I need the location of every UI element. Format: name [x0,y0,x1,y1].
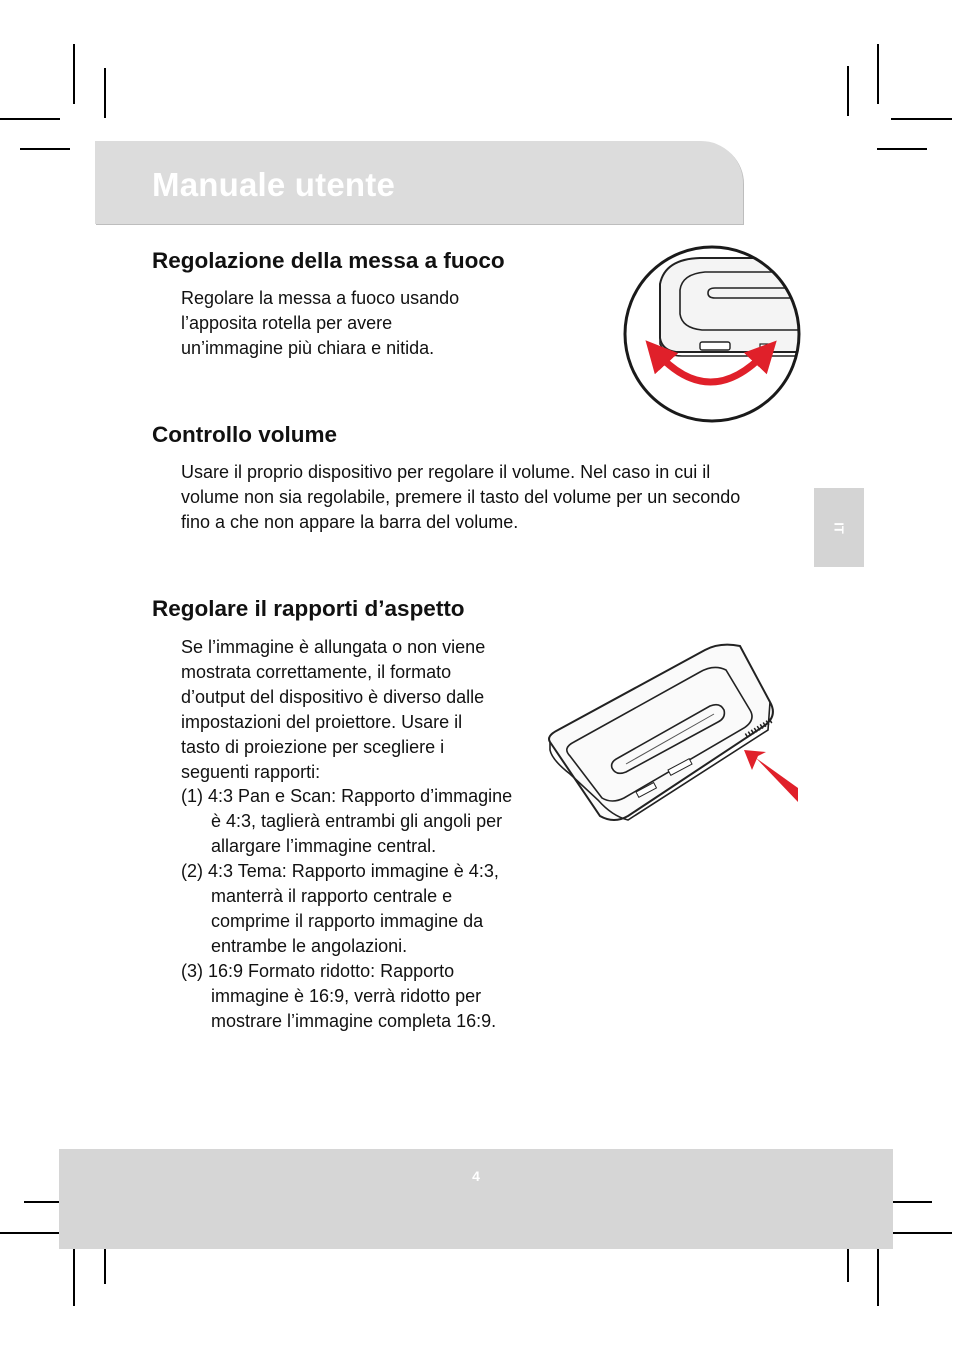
text-line: mostrata correttamente, il formato [181,662,452,682]
crop-mark [877,44,879,104]
text-line: un’immagine più chiara e nitida. [181,338,435,358]
crop-mark [0,118,60,120]
aspect-ratio-paragraph [181,635,521,785]
text-line: l’apposita rotella per avere [181,313,393,333]
section-heading-aspect-ratio: Regolare il rapporti d’aspetto [152,596,465,621]
page-title: Manuale utente [152,166,396,203]
list-item: (1) 4:3 Pan e Scan: Rapporto d’immagine è 4:3, taglierà entrambi gli angoli per allargare l’immagine central. [181,786,513,856]
crop-mark [877,148,927,150]
crop-mark [891,118,952,120]
crop-mark [892,1232,952,1234]
crop-mark [73,44,75,104]
volume-paragraph [181,460,801,535]
crop-mark [877,1246,879,1306]
list-item: (2) 4:3 Tema: Rapporto immagine è 4:3, manterrà il rapporto centrale e comprime il rapporto immagine da entrambe le angolazioni. [181,861,499,956]
text-line: seguenti rapporti: [181,762,321,782]
section-heading-focus: Regolazione della messa a fuoco [152,248,505,273]
text-line: fino a che non appare la barra del volume. [181,512,519,532]
crop-mark [0,1232,60,1234]
crop-mark [20,148,70,150]
page-number: 4 [472,1168,480,1184]
crop-mark [73,1246,75,1306]
footer-band [59,1149,893,1249]
language-tab [814,488,864,567]
aspect-ratio-list [181,784,521,1034]
text-line: impostazioni del proiettore. Usare il [181,712,463,732]
text-line: d’output del dispositivo è diverso dalle [181,687,485,707]
focus-paragraph [181,286,511,361]
projector-button-illustration [540,640,802,830]
text-line: volume non sia regolabile, premere il tasto del volume per un secondo [181,487,741,507]
language-tab-label: IT [831,521,847,534]
text-line: Regolare la messa a fuoco usando [181,288,460,308]
crop-mark [847,66,849,116]
text-line: tasto di proiezione per scegliere i [181,737,445,757]
list-item: (3) 16:9 Formato ridotto: Rapporto immagine è 16:9, verrà ridotto per mostrare l’immagine completa 16:9. [181,961,497,1031]
text-line: Usare il proprio dispositivo per regolare il volume. Nel caso in cui il [181,462,711,482]
crop-mark [104,68,106,118]
section-heading-volume: Controllo volume [152,422,337,447]
text-line: Se l’immagine è allungata o non viene [181,637,486,657]
focus-wheel-illustration [620,244,804,426]
